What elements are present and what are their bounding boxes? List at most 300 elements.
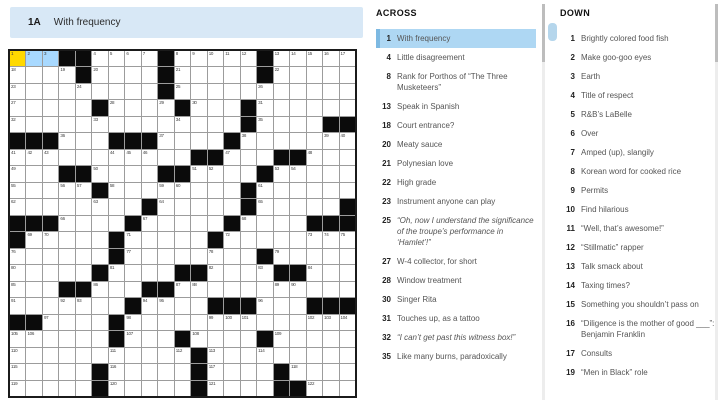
grid-cell[interactable] <box>191 249 206 264</box>
grid-cell[interactable] <box>175 51 190 66</box>
grid-cell[interactable] <box>26 364 41 379</box>
grid-cell[interactable] <box>43 364 58 379</box>
grid-cell[interactable] <box>26 100 41 115</box>
grid-cell[interactable] <box>92 117 107 132</box>
grid-cell[interactable] <box>323 150 338 165</box>
grid-cell[interactable] <box>92 150 107 165</box>
grid-cell[interactable] <box>290 166 305 181</box>
clue-item[interactable] <box>560 143 718 162</box>
grid-cell[interactable] <box>290 348 305 363</box>
grid-cell[interactable] <box>274 348 289 363</box>
grid-cell[interactable] <box>307 133 322 148</box>
grid-cell[interactable] <box>158 100 173 115</box>
grid-cell[interactable] <box>290 199 305 214</box>
grid-cell[interactable] <box>10 166 25 181</box>
grid-cell[interactable] <box>224 249 239 264</box>
grid-cell[interactable] <box>241 364 256 379</box>
grid-cell[interactable] <box>158 331 173 346</box>
grid-cell[interactable] <box>340 381 355 396</box>
clue-item[interactable] <box>376 328 536 347</box>
grid-cell[interactable] <box>323 67 338 82</box>
grid-cell[interactable] <box>208 282 223 297</box>
grid-cell[interactable] <box>257 199 272 214</box>
grid-cell[interactable] <box>257 298 272 313</box>
grid-cell[interactable] <box>274 51 289 66</box>
grid-cell[interactable] <box>142 150 157 165</box>
across-scrollbar-thumb[interactable] <box>542 4 545 62</box>
grid-cell[interactable] <box>142 232 157 247</box>
grid-cell[interactable] <box>158 133 173 148</box>
grid-cell[interactable] <box>158 117 173 132</box>
grid-cell[interactable] <box>59 199 74 214</box>
grid-cell[interactable] <box>76 117 91 132</box>
grid-cell[interactable] <box>59 364 74 379</box>
grid-cell[interactable] <box>274 67 289 82</box>
clue-item[interactable] <box>376 67 536 97</box>
grid-cell[interactable] <box>76 265 91 280</box>
grid-cell[interactable] <box>224 331 239 346</box>
grid-cell[interactable] <box>175 133 190 148</box>
grid-cell[interactable] <box>307 166 322 181</box>
grid-cell[interactable] <box>142 249 157 264</box>
grid-cell[interactable] <box>191 100 206 115</box>
grid-cell[interactable] <box>323 232 338 247</box>
grid-cell[interactable] <box>340 51 355 66</box>
grid-cell[interactable] <box>175 150 190 165</box>
grid-cell[interactable] <box>340 133 355 148</box>
grid-cell[interactable] <box>191 232 206 247</box>
grid-cell[interactable] <box>208 133 223 148</box>
grid-cell[interactable] <box>175 348 190 363</box>
clue-item[interactable] <box>376 135 536 154</box>
grid-cell[interactable] <box>290 364 305 379</box>
grid-cell[interactable] <box>43 232 58 247</box>
grid-cell[interactable] <box>10 265 25 280</box>
grid-cell[interactable] <box>125 282 140 297</box>
clue-item[interactable] <box>560 67 718 86</box>
grid-cell[interactable] <box>307 381 322 396</box>
grid-cell[interactable] <box>109 51 124 66</box>
grid-cell[interactable] <box>125 381 140 396</box>
grid-cell[interactable] <box>224 381 239 396</box>
grid-cell[interactable] <box>274 133 289 148</box>
grid-cell[interactable] <box>59 67 74 82</box>
grid-cell[interactable] <box>274 249 289 264</box>
grid-cell[interactable] <box>10 331 25 346</box>
grid-cell[interactable] <box>10 51 25 66</box>
clue-item[interactable] <box>560 238 718 257</box>
grid-cell[interactable] <box>59 249 74 264</box>
grid-cell[interactable] <box>257 183 272 198</box>
grid-cell[interactable] <box>158 348 173 363</box>
grid-cell[interactable] <box>43 84 58 99</box>
grid-cell[interactable] <box>307 265 322 280</box>
grid-cell[interactable] <box>191 199 206 214</box>
grid-cell[interactable] <box>175 199 190 214</box>
grid-cell[interactable] <box>26 199 41 214</box>
grid-cell[interactable] <box>241 51 256 66</box>
grid-cell[interactable] <box>323 282 338 297</box>
grid-cell[interactable] <box>290 331 305 346</box>
grid-cell[interactable] <box>208 315 223 330</box>
grid-cell[interactable] <box>142 100 157 115</box>
grid-cell[interactable] <box>257 150 272 165</box>
grid-cell[interactable] <box>43 315 58 330</box>
grid-cell[interactable] <box>43 117 58 132</box>
grid-cell[interactable] <box>142 67 157 82</box>
grid-cell[interactable] <box>257 133 272 148</box>
grid-cell[interactable] <box>323 51 338 66</box>
grid-cell[interactable] <box>26 183 41 198</box>
grid-cell[interactable] <box>10 348 25 363</box>
grid-cell[interactable] <box>323 84 338 99</box>
grid-cell[interactable] <box>142 84 157 99</box>
grid-cell[interactable] <box>307 282 322 297</box>
grid-cell[interactable] <box>224 282 239 297</box>
grid-cell[interactable] <box>59 150 74 165</box>
grid-cell[interactable] <box>76 331 91 346</box>
grid-cell[interactable] <box>224 67 239 82</box>
grid-cell[interactable] <box>175 117 190 132</box>
grid-cell[interactable] <box>340 150 355 165</box>
grid-cell[interactable] <box>59 265 74 280</box>
clue-item[interactable] <box>560 257 718 276</box>
grid-cell[interactable] <box>10 364 25 379</box>
grid-cell[interactable] <box>59 315 74 330</box>
grid-cell[interactable] <box>142 315 157 330</box>
grid-cell[interactable] <box>241 166 256 181</box>
grid-cell[interactable] <box>142 298 157 313</box>
grid-cell[interactable] <box>290 84 305 99</box>
grid-cell[interactable] <box>290 100 305 115</box>
grid-cell[interactable] <box>191 282 206 297</box>
grid-cell[interactable] <box>208 348 223 363</box>
grid-cell[interactable] <box>241 150 256 165</box>
grid-cell[interactable] <box>158 265 173 280</box>
grid-cell[interactable] <box>59 298 74 313</box>
grid-cell[interactable] <box>224 84 239 99</box>
grid-cell[interactable] <box>43 331 58 346</box>
grid-cell[interactable] <box>191 315 206 330</box>
grid-cell[interactable] <box>76 150 91 165</box>
grid-cell[interactable] <box>43 183 58 198</box>
grid-cell[interactable] <box>257 381 272 396</box>
grid-cell[interactable] <box>109 265 124 280</box>
grid-cell[interactable] <box>43 67 58 82</box>
grid-cell[interactable] <box>142 331 157 346</box>
grid-cell[interactable] <box>307 67 322 82</box>
grid-cell[interactable] <box>142 166 157 181</box>
grid-cell[interactable] <box>175 232 190 247</box>
grid-cell[interactable] <box>307 100 322 115</box>
grid-cell[interactable] <box>241 216 256 231</box>
grid-cell[interactable] <box>257 282 272 297</box>
grid-cell[interactable] <box>158 232 173 247</box>
grid-cell[interactable] <box>92 348 107 363</box>
grid-cell[interactable] <box>191 67 206 82</box>
grid-cell[interactable] <box>125 84 140 99</box>
grid-cell[interactable] <box>241 282 256 297</box>
grid-cell[interactable] <box>158 183 173 198</box>
grid-cell[interactable] <box>274 84 289 99</box>
clue-item[interactable] <box>560 181 718 200</box>
grid-cell[interactable] <box>257 84 272 99</box>
grid-cell[interactable] <box>158 364 173 379</box>
grid-cell[interactable] <box>175 364 190 379</box>
grid-cell[interactable] <box>274 100 289 115</box>
grid-cell[interactable] <box>92 51 107 66</box>
clue-item[interactable] <box>376 29 536 48</box>
grid-cell[interactable] <box>92 133 107 148</box>
grid-cell[interactable] <box>26 381 41 396</box>
grid-cell[interactable] <box>158 199 173 214</box>
grid-cell[interactable] <box>10 84 25 99</box>
grid-cell[interactable] <box>340 282 355 297</box>
grid-cell[interactable] <box>307 84 322 99</box>
grid-cell[interactable] <box>340 348 355 363</box>
grid-cell[interactable] <box>142 183 157 198</box>
grid-cell[interactable] <box>224 51 239 66</box>
grid-cell[interactable] <box>290 298 305 313</box>
grid-cell[interactable] <box>274 315 289 330</box>
grid-cell[interactable] <box>224 100 239 115</box>
grid-cell[interactable] <box>92 199 107 214</box>
grid-cell[interactable] <box>175 315 190 330</box>
grid-cell[interactable] <box>208 199 223 214</box>
grid-cell[interactable] <box>10 381 25 396</box>
grid-cell[interactable] <box>323 100 338 115</box>
grid-cell[interactable] <box>257 315 272 330</box>
grid-cell[interactable] <box>224 265 239 280</box>
grid-cell[interactable] <box>109 298 124 313</box>
grid-cell[interactable] <box>43 100 58 115</box>
grid-cell[interactable] <box>26 282 41 297</box>
grid-cell[interactable] <box>257 348 272 363</box>
grid-cell[interactable] <box>43 51 58 66</box>
grid-cell[interactable] <box>92 298 107 313</box>
grid-cell[interactable] <box>241 249 256 264</box>
grid-cell[interactable] <box>76 216 91 231</box>
grid-cell[interactable] <box>10 117 25 132</box>
grid-cell[interactable] <box>92 315 107 330</box>
grid-cell[interactable] <box>109 84 124 99</box>
grid-cell[interactable] <box>76 364 91 379</box>
grid-cell[interactable] <box>257 265 272 280</box>
grid-cell[interactable] <box>307 249 322 264</box>
grid-cell[interactable] <box>10 67 25 82</box>
grid-cell[interactable] <box>26 298 41 313</box>
grid-cell[interactable] <box>76 133 91 148</box>
grid-cell[interactable] <box>26 67 41 82</box>
grid-cell[interactable] <box>125 183 140 198</box>
grid-cell[interactable] <box>323 133 338 148</box>
grid-cell[interactable] <box>340 183 355 198</box>
grid-cell[interactable] <box>290 216 305 231</box>
grid-cell[interactable] <box>208 51 223 66</box>
grid-cell[interactable] <box>307 331 322 346</box>
grid-cell[interactable] <box>224 315 239 330</box>
grid-cell[interactable] <box>191 331 206 346</box>
grid-cell[interactable] <box>290 249 305 264</box>
grid-cell[interactable] <box>76 249 91 264</box>
grid-cell[interactable] <box>323 331 338 346</box>
grid-cell[interactable] <box>175 216 190 231</box>
grid-cell[interactable] <box>323 348 338 363</box>
grid-cell[interactable] <box>76 199 91 214</box>
grid-cell[interactable] <box>109 67 124 82</box>
grid-cell[interactable] <box>43 150 58 165</box>
grid-cell[interactable] <box>158 298 173 313</box>
grid-cell[interactable] <box>340 100 355 115</box>
grid-cell[interactable] <box>307 199 322 214</box>
grid-cell[interactable] <box>307 232 322 247</box>
grid-cell[interactable] <box>109 381 124 396</box>
grid-cell[interactable] <box>191 183 206 198</box>
grid-cell[interactable] <box>191 133 206 148</box>
grid-cell[interactable] <box>191 51 206 66</box>
grid-cell[interactable] <box>76 84 91 99</box>
grid-cell[interactable] <box>59 381 74 396</box>
grid-cell[interactable] <box>290 51 305 66</box>
clue-item[interactable] <box>376 347 536 366</box>
grid-cell[interactable] <box>208 117 223 132</box>
grid-cell[interactable] <box>142 265 157 280</box>
grid-cell[interactable] <box>92 232 107 247</box>
grid-cell[interactable] <box>43 166 58 181</box>
grid-cell[interactable] <box>109 100 124 115</box>
grid-cell[interactable] <box>241 381 256 396</box>
clue-item[interactable] <box>560 105 718 124</box>
grid-cell[interactable] <box>323 381 338 396</box>
clue-item[interactable] <box>376 192 536 211</box>
clue-item[interactable] <box>376 154 536 173</box>
grid-cell[interactable] <box>191 84 206 99</box>
grid-cell[interactable] <box>224 183 239 198</box>
grid-cell[interactable] <box>109 216 124 231</box>
grid-cell[interactable] <box>175 183 190 198</box>
grid-cell[interactable] <box>175 67 190 82</box>
grid-cell[interactable] <box>307 51 322 66</box>
grid-cell[interactable] <box>59 84 74 99</box>
grid-cell[interactable] <box>307 315 322 330</box>
grid-cell[interactable] <box>224 232 239 247</box>
grid-cell[interactable] <box>175 282 190 297</box>
grid-cell[interactable] <box>26 51 41 66</box>
grid-cell[interactable] <box>340 232 355 247</box>
clue-item[interactable] <box>560 48 718 67</box>
grid-cell[interactable] <box>257 100 272 115</box>
grid-cell[interactable] <box>26 331 41 346</box>
grid-cell[interactable] <box>340 331 355 346</box>
grid-cell[interactable] <box>125 100 140 115</box>
grid-cell[interactable] <box>10 199 25 214</box>
current-clue-bar[interactable] <box>10 7 363 38</box>
grid-cell[interactable] <box>43 265 58 280</box>
grid-cell[interactable] <box>26 84 41 99</box>
clue-item[interactable] <box>376 48 536 67</box>
grid-cell[interactable] <box>208 364 223 379</box>
grid-cell[interactable] <box>274 331 289 346</box>
clue-item[interactable] <box>376 252 536 271</box>
grid-cell[interactable] <box>26 166 41 181</box>
grid-cell[interactable] <box>10 100 25 115</box>
grid-cell[interactable] <box>307 364 322 379</box>
grid-cell[interactable] <box>59 133 74 148</box>
grid-cell[interactable] <box>59 117 74 132</box>
grid-cell[interactable] <box>208 100 223 115</box>
clue-item[interactable] <box>376 309 536 328</box>
grid-cell[interactable] <box>158 381 173 396</box>
grid-cell[interactable] <box>208 166 223 181</box>
grid-cell[interactable] <box>59 348 74 363</box>
grid-cell[interactable] <box>10 298 25 313</box>
grid-cell[interactable] <box>43 381 58 396</box>
grid-cell[interactable] <box>92 84 107 99</box>
clue-item[interactable] <box>560 162 718 181</box>
clue-item[interactable] <box>560 29 718 48</box>
grid-cell[interactable] <box>241 84 256 99</box>
grid-cell[interactable] <box>59 183 74 198</box>
grid-cell[interactable] <box>43 298 58 313</box>
grid-cell[interactable] <box>125 265 140 280</box>
grid-cell[interactable] <box>10 282 25 297</box>
clue-item[interactable] <box>376 116 536 135</box>
grid-cell[interactable] <box>109 150 124 165</box>
grid-cell[interactable] <box>307 183 322 198</box>
grid-cell[interactable] <box>26 232 41 247</box>
grid-cell[interactable] <box>10 150 25 165</box>
grid-cell[interactable] <box>224 166 239 181</box>
grid-cell[interactable] <box>125 315 140 330</box>
grid-cell[interactable] <box>323 265 338 280</box>
grid-cell[interactable] <box>142 216 157 231</box>
grid-cell[interactable] <box>323 315 338 330</box>
grid-cell[interactable] <box>274 166 289 181</box>
grid-cell[interactable] <box>175 249 190 264</box>
grid-cell[interactable] <box>10 183 25 198</box>
grid-cell[interactable] <box>290 232 305 247</box>
clue-item[interactable] <box>560 86 718 105</box>
grid-cell[interactable] <box>340 67 355 82</box>
clue-item[interactable] <box>560 124 718 143</box>
grid-cell[interactable] <box>125 67 140 82</box>
grid-cell[interactable] <box>274 298 289 313</box>
grid-cell[interactable] <box>76 315 91 330</box>
grid-cell[interactable] <box>76 232 91 247</box>
grid-cell[interactable] <box>274 282 289 297</box>
clue-item[interactable] <box>560 344 718 363</box>
grid-cell[interactable] <box>340 166 355 181</box>
grid-cell[interactable] <box>274 232 289 247</box>
grid-cell[interactable] <box>92 67 107 82</box>
grid-cell[interactable] <box>307 117 322 132</box>
grid-cell[interactable] <box>290 117 305 132</box>
clue-item[interactable] <box>376 271 536 290</box>
down-scrollbar-thumb[interactable] <box>715 4 718 62</box>
grid-cell[interactable] <box>125 232 140 247</box>
grid-cell[interactable] <box>125 348 140 363</box>
grid-cell[interactable] <box>109 282 124 297</box>
grid-cell[interactable] <box>257 232 272 247</box>
grid-cell[interactable] <box>59 331 74 346</box>
grid-cell[interactable] <box>92 216 107 231</box>
grid-cell[interactable] <box>59 232 74 247</box>
grid-cell[interactable] <box>307 150 322 165</box>
grid-cell[interactable] <box>142 117 157 132</box>
grid-cell[interactable] <box>175 381 190 396</box>
clue-item[interactable] <box>560 295 718 314</box>
grid-cell[interactable] <box>224 150 239 165</box>
